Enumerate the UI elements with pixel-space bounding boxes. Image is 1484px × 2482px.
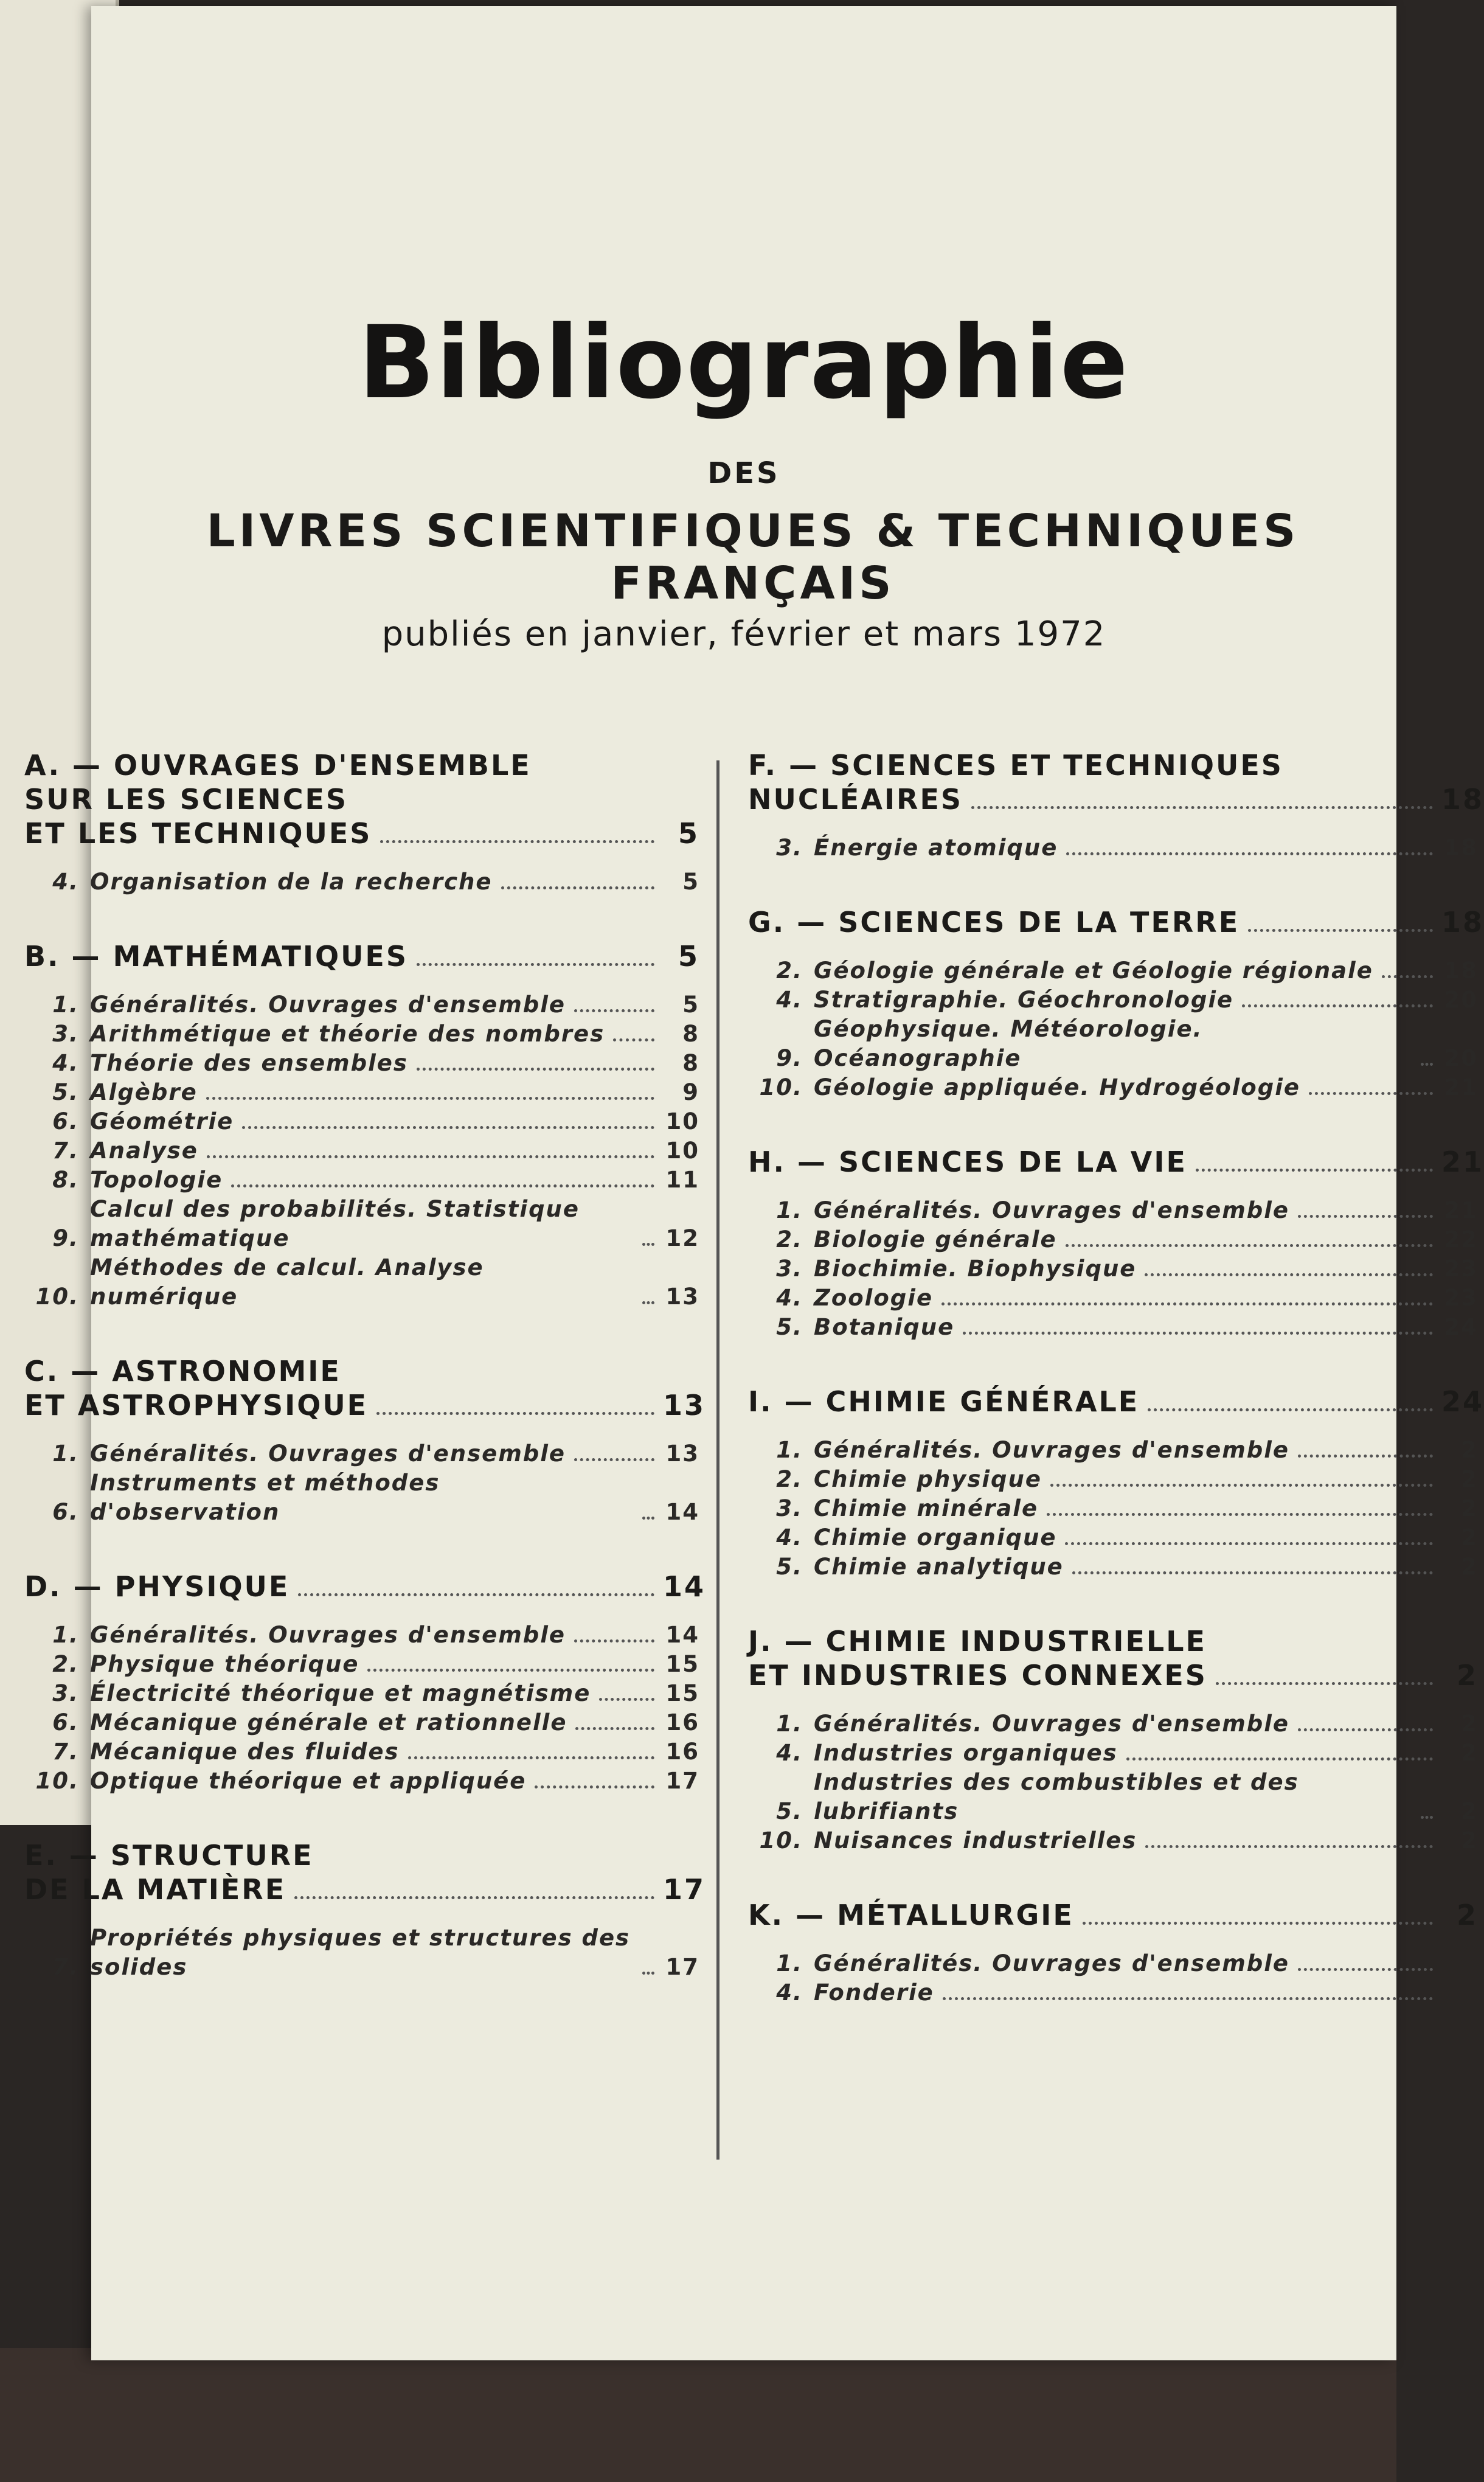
section-title-text: ET INDUSTRIES CONNEXES <box>748 1659 1207 1692</box>
entry-number: 3. <box>52 1680 79 1706</box>
entry-number: 10. <box>35 1768 79 1794</box>
section-title-text: I. — CHIMIE GÉNÉRALE <box>748 1385 1140 1418</box>
leader-dots <box>642 1972 654 1975</box>
entry-label: Industries des combustibles et des lubrifiants <box>814 1769 1299 1824</box>
entry-page-number: 17 <box>665 1954 699 1980</box>
toc-entry <box>748 1709 1478 1739</box>
toc-entry <box>24 1469 699 1527</box>
section-title-line <box>24 1388 706 1422</box>
section-page-number: 13 <box>663 1389 706 1422</box>
entry-page-number: 21 <box>1444 1197 1478 1223</box>
entry-number: 3. <box>52 1021 79 1047</box>
entry-label: Théorie des ensembles <box>90 1050 408 1076</box>
toc-entry <box>748 956 1478 985</box>
leader-dots <box>1066 1244 1433 1247</box>
entry-label: Électricité théorique et magnétisme <box>90 1680 591 1706</box>
leader-dots <box>1248 929 1433 932</box>
toc-entry <box>24 1136 699 1166</box>
section-title-line <box>748 1658 1478 1692</box>
entry-label: Géologie appliquée. Hydrogéologie <box>814 1074 1300 1100</box>
toc-entry <box>748 1465 1478 1494</box>
toc-section <box>24 1838 706 1982</box>
entry-number: 4. <box>776 1285 803 1311</box>
section-title-line <box>24 939 699 973</box>
entry-label: Chimie analytique <box>814 1554 1064 1580</box>
table-surface <box>0 2348 1396 2482</box>
toc-entry <box>748 1949 1478 1978</box>
entry-label: Analyse <box>90 1138 198 1164</box>
toc-entry <box>24 1708 699 1737</box>
entry-number: 1. <box>776 1950 803 1976</box>
right-column <box>748 748 1484 2050</box>
entry-number: 10. <box>35 1284 79 1310</box>
toc-entry <box>748 985 1478 1015</box>
leader-dots <box>207 1155 654 1158</box>
entry-number: 10. <box>759 1074 803 1100</box>
entry-page-number: 14 <box>665 1622 699 1648</box>
entry-page-number: 13 <box>665 1284 699 1310</box>
entry-label: Optique théorique et appliquée <box>90 1768 527 1794</box>
leader-dots <box>941 1302 1433 1305</box>
section-title-text: B. — MATHÉMATIQUES <box>24 940 408 973</box>
entry-label: Zoologie <box>814 1285 934 1311</box>
leader-dots <box>642 1243 654 1246</box>
toc-section <box>748 1385 1484 1582</box>
section-page-number: 18 <box>1441 783 1484 816</box>
leader-dots <box>417 1068 654 1071</box>
entry-label: Calcul des probabilités. Statistique mathématique <box>90 1196 580 1251</box>
entry-number: 5. <box>776 1554 803 1580</box>
toc-entry <box>748 1436 1478 1465</box>
leader-dots <box>1145 1273 1433 1276</box>
entry-label: Énergie atomique <box>814 835 1058 861</box>
toc-section <box>748 1898 1478 2007</box>
section-title-text: G. — SCIENCES DE LA TERRE <box>748 906 1240 939</box>
entry-number: 10. <box>759 1827 803 1854</box>
entry-label: Géométrie <box>90 1108 234 1135</box>
section-title-text: D. — PHYSIQUE <box>24 1570 290 1603</box>
entry-label: Nuisances industrielles <box>814 1827 1137 1854</box>
section-page-number: 5 <box>678 940 699 973</box>
leader-dots <box>574 1458 654 1461</box>
entry-page-number: 9 <box>682 1079 699 1105</box>
leader-dots <box>1196 1169 1433 1172</box>
section-title-text: ET ASTROPHYSIQUE <box>24 1389 369 1422</box>
left-column <box>24 748 706 2025</box>
toc-section <box>748 748 1484 863</box>
document-page <box>24 6 1484 2360</box>
section-page-number: 17 <box>663 1873 706 1906</box>
toc-entry <box>24 867 699 897</box>
entry-page-number: 11 <box>665 1167 699 1193</box>
section-title-text: DE LA MATIÈRE <box>24 1873 286 1906</box>
entry-page-number: 23 <box>1444 1256 1478 1282</box>
leader-dots <box>1298 1215 1433 1218</box>
leader-dots <box>1148 1408 1433 1411</box>
leader-dots <box>963 1332 1433 1335</box>
toc-entry <box>748 1552 1478 1582</box>
leader-dots <box>575 1727 654 1730</box>
entry-page-number: 2 <box>1461 1437 1478 1463</box>
toc-entry <box>748 1196 1478 1225</box>
toc-entry <box>748 1494 1478 1523</box>
entry-page-number: 20 <box>1444 987 1478 1013</box>
entry-page-number: 17 <box>665 1768 699 1794</box>
toc-entry <box>24 1767 699 1796</box>
entry-page-number: 15 <box>665 1651 699 1677</box>
entry-number: 1. <box>776 1437 803 1463</box>
entry-number: 4. <box>52 1050 79 1076</box>
leader-dots <box>1050 1484 1433 1487</box>
leader-dots <box>367 1669 654 1672</box>
section-items <box>748 1949 1478 2007</box>
entry-page-number: 10 <box>665 1138 699 1164</box>
toc-section <box>24 1569 706 1796</box>
entry-label: Stratigraphie. Géochronologie <box>814 987 1234 1013</box>
entry-number: 6. <box>52 1108 79 1135</box>
toc-entry <box>24 1107 699 1136</box>
entry-number: 7. <box>52 1954 79 1980</box>
entry-label: Généralités. Ouvrages d'ensemble <box>814 1437 1290 1463</box>
leader-dots <box>298 1593 654 1596</box>
toc-entry <box>748 1073 1478 1102</box>
section-items <box>24 1924 699 1982</box>
entry-label: Topologie <box>90 1167 223 1193</box>
entry-number: 5. <box>776 1798 803 1824</box>
entry-number: 4. <box>776 987 803 1013</box>
leader-dots <box>1145 1845 1433 1848</box>
leader-dots <box>642 1517 654 1520</box>
entry-label: Méthodes de calcul. Analyse numérique <box>90 1254 484 1310</box>
toc-entry <box>24 1737 699 1767</box>
entry-label: Chimie organique <box>814 1524 1057 1551</box>
entry-number: 2. <box>52 1651 79 1677</box>
entry-label: Mécanique des fluides <box>90 1739 400 1765</box>
entry-page-number: 2 <box>1461 1554 1478 1580</box>
section-title-line <box>24 1838 699 1872</box>
section-page-number: 2 <box>1456 1659 1478 1692</box>
entry-number: 1. <box>52 992 79 1018</box>
entry-label: Industries organiques <box>814 1740 1118 1766</box>
entry-page-number: 24 <box>1444 1314 1478 1340</box>
entry-number: 2. <box>776 958 803 984</box>
leader-dots <box>206 1097 654 1100</box>
section-title-text: NUCLÉAIRES <box>748 783 963 816</box>
section-title-text: E. — STRUCTURE <box>24 1839 314 1872</box>
leader-dots <box>1242 1004 1433 1007</box>
section-title-text: ET LES TECHNIQUES <box>24 817 372 850</box>
section-items <box>24 1621 699 1796</box>
entry-label: Arithmétique et théorie des nombres <box>90 1021 605 1047</box>
entry-label: Géophysique. Météorologie. Océanographie <box>814 1016 1203 1071</box>
leader-dots <box>242 1126 654 1129</box>
toc-section <box>24 748 699 897</box>
entry-number: 1. <box>52 1441 79 1467</box>
page-title: Bibliographie <box>358 304 1129 421</box>
entry-label: Chimie physique <box>814 1466 1042 1492</box>
leader-dots <box>1066 852 1433 855</box>
entry-page-number: 16 <box>665 1739 699 1765</box>
entry-page-number: 2 <box>1461 1798 1478 1824</box>
entry-number: 9. <box>52 1225 79 1251</box>
toc-entry <box>24 1650 699 1679</box>
section-title-line <box>748 782 1484 816</box>
entry-number: 9. <box>776 1045 803 1071</box>
section-title-line <box>24 748 699 782</box>
entry-label: Algèbre <box>90 1079 198 1105</box>
leader-dots <box>535 1785 654 1788</box>
leader-dots <box>1065 1542 1433 1545</box>
entry-number: 6. <box>52 1499 79 1525</box>
toc-entry <box>24 1049 699 1078</box>
section-items <box>748 956 1478 1102</box>
entry-label: Propriétés physiques et structures des solides <box>90 1925 631 1980</box>
entry-page-number: 21 <box>1444 1074 1478 1100</box>
leader-dots <box>501 886 655 889</box>
toc-entry <box>24 1020 699 1049</box>
section-title-text: H. — SCIENCES DE LA VIE <box>748 1145 1187 1178</box>
toc-section <box>748 1624 1478 1855</box>
entry-page-number: 2 <box>1461 1740 1478 1766</box>
leader-dots <box>408 1756 654 1759</box>
entry-label: Généralités. Ouvrages d'ensemble <box>814 1711 1290 1737</box>
entry-label: Généralités. Ouvrages d'ensemble <box>90 992 566 1018</box>
entry-number: 2. <box>776 1466 803 1492</box>
toc-entry <box>24 1166 699 1195</box>
entry-page-number: 18 <box>1444 835 1478 861</box>
toc-section <box>748 905 1484 1102</box>
leader-dots <box>1298 1728 1433 1731</box>
entry-number: 2. <box>776 1226 803 1253</box>
entry-page-number: 10 <box>665 1108 699 1135</box>
section-page-number: 18 <box>1441 906 1484 939</box>
entry-page-number: 8 <box>682 1050 699 1076</box>
entry-number: 4. <box>776 1740 803 1766</box>
leader-dots <box>1126 1757 1433 1761</box>
entry-page-number: 16 <box>665 1709 699 1736</box>
entry-page-number: 8 <box>682 1021 699 1047</box>
entry-page-number: 2 <box>1461 1495 1478 1521</box>
page-subtitle: LIVRES SCIENTIFIQUES & TECHNIQUES FRANÇAIS <box>206 505 1300 610</box>
leader-dots <box>1298 1968 1433 1971</box>
section-title-text: A. — OUVRAGES D'ENSEMBLE <box>24 749 532 782</box>
section-title-line <box>748 905 1484 939</box>
toc-entry <box>748 1313 1478 1342</box>
entry-page-number: 18 <box>1444 958 1478 984</box>
section-items <box>748 1436 1478 1582</box>
section-title-line <box>748 1898 1478 1932</box>
column-divider <box>716 760 719 2160</box>
entry-label: Géologie générale et Géologie régionale <box>814 958 1373 984</box>
toc-entry <box>748 1225 1478 1254</box>
toc-entry <box>748 1978 1478 2007</box>
leader-dots <box>1309 1092 1433 1095</box>
section-page-number: 14 <box>663 1570 706 1603</box>
toc-entry <box>24 1679 699 1708</box>
section-title-text: F. — SCIENCES ET TECHNIQUES <box>748 749 1283 782</box>
entry-number: 7. <box>52 1138 79 1164</box>
publication-period: publiés en janvier, février et mars 1972 <box>381 614 1106 654</box>
entry-label: Biochimie. Biophysique <box>814 1256 1137 1282</box>
section-items <box>24 1439 699 1527</box>
entry-label: Organisation de la recherche <box>90 869 493 895</box>
entry-number: 5. <box>776 1314 803 1340</box>
toc-entry <box>748 1284 1478 1313</box>
entry-label: Instruments et méthodes d'observation <box>90 1470 440 1525</box>
entry-number: 3. <box>776 1256 803 1282</box>
entry-label: Biologie générale <box>814 1226 1057 1253</box>
section-title-line <box>748 748 1478 782</box>
leader-dots <box>971 806 1433 809</box>
entry-number: 5. <box>52 1079 79 1105</box>
entry-number: 1. <box>52 1622 79 1648</box>
entry-page-number: 5 <box>682 992 699 1018</box>
entry-page-number: 2 <box>1461 1524 1478 1551</box>
entry-page-number: 12 <box>665 1225 699 1251</box>
leader-dots <box>417 963 654 966</box>
entry-number: 8. <box>52 1167 79 1193</box>
entry-page-number: 23 <box>1444 1285 1478 1311</box>
leader-dots <box>1298 1455 1433 1458</box>
section-title-line <box>24 1569 706 1604</box>
section-title-line <box>24 1354 699 1388</box>
section-title-line <box>24 782 699 816</box>
section-title-text: SUR LES SCIENCES <box>24 783 348 816</box>
section-page-number: 21 <box>1441 1145 1484 1178</box>
section-items <box>24 990 699 1312</box>
entry-label: Chimie minérale <box>814 1495 1039 1521</box>
leader-dots <box>376 1412 654 1415</box>
entry-label: Physique théorique <box>90 1651 359 1677</box>
leader-dots <box>642 1301 654 1304</box>
toc-entry <box>24 1439 699 1469</box>
leader-dots <box>1421 1063 1433 1066</box>
section-title-text: K. — MÉTALLURGIE <box>748 1899 1074 1931</box>
entry-label: Généralités. Ouvrages d'ensemble <box>90 1441 566 1467</box>
leader-dots <box>574 1639 654 1642</box>
toc-entry <box>748 1254 1478 1284</box>
leader-dots <box>1083 1922 1433 1925</box>
leader-dots <box>380 840 654 843</box>
entry-page-number: 5 <box>682 869 699 895</box>
section-title-line <box>748 1385 1484 1419</box>
title-connector: DES <box>707 456 780 490</box>
section-items <box>748 1196 1478 1342</box>
section-page-number: 2 <box>1456 1899 1478 1931</box>
section-items <box>24 867 699 897</box>
leader-dots <box>1047 1513 1433 1516</box>
toc-entry <box>24 1078 699 1107</box>
section-page-number: 5 <box>678 817 699 850</box>
toc-entry <box>748 1523 1478 1552</box>
section-page-number: 24 <box>1441 1385 1484 1418</box>
entry-label: Fonderie <box>814 1980 934 2006</box>
entry-number: 3. <box>776 1495 803 1521</box>
leader-dots <box>1421 1816 1433 1819</box>
leader-dots <box>1382 975 1433 978</box>
entry-page-number: 2 <box>1461 1827 1478 1854</box>
leader-dots <box>294 1896 654 1899</box>
entry-number: 4. <box>776 1980 803 2006</box>
toc-entry <box>24 1924 699 1982</box>
entry-page-number: 20 <box>1444 1045 1478 1071</box>
toc-entry <box>24 1195 699 1253</box>
entry-page-number: 14 <box>665 1499 699 1525</box>
leader-dots <box>574 1009 654 1012</box>
leader-dots <box>613 1038 654 1041</box>
leader-dots <box>231 1184 654 1187</box>
entry-label: Généralités. Ouvrages d'ensemble <box>814 1950 1290 1976</box>
toc-entry <box>748 1739 1478 1768</box>
toc-entry <box>748 833 1478 863</box>
entry-page-number: 13 <box>665 1441 699 1467</box>
section-title-text: J. — CHIMIE INDUSTRIELLE <box>748 1625 1207 1658</box>
toc-entry <box>748 1826 1478 1855</box>
entry-number: 4. <box>52 869 79 895</box>
section-title-text: C. — ASTRONOMIE <box>24 1355 341 1388</box>
entry-number: 3. <box>776 835 803 861</box>
entry-label: Botanique <box>814 1314 955 1340</box>
leader-dots <box>1072 1571 1433 1574</box>
entry-label: Généralités. Ouvrages d'ensemble <box>90 1622 566 1648</box>
entry-label: Généralités. Ouvrages d'ensemble <box>814 1197 1290 1223</box>
entry-page-number: 22 <box>1444 1226 1478 1253</box>
toc-entry <box>24 1253 699 1312</box>
entry-number: 4. <box>776 1524 803 1551</box>
section-items <box>748 833 1478 863</box>
entry-number: 1. <box>776 1711 803 1737</box>
toc-section <box>24 939 699 1312</box>
leader-dots <box>599 1698 654 1701</box>
entry-page-number: 2 <box>1461 1711 1478 1737</box>
toc-entry <box>24 990 699 1020</box>
entry-label: Mécanique générale et rationnelle <box>90 1709 567 1736</box>
toc-section <box>748 1145 1484 1342</box>
section-title-line <box>24 816 699 850</box>
entry-number: 1. <box>776 1197 803 1223</box>
leader-dots <box>1216 1682 1433 1685</box>
entry-number: 7. <box>52 1739 79 1765</box>
toc-section <box>24 1354 706 1527</box>
entry-page-number: 2 <box>1461 1466 1478 1492</box>
section-title-line <box>748 1145 1484 1179</box>
section-title-line <box>748 1624 1478 1658</box>
leader-dots <box>943 1997 1433 2000</box>
entry-number: 6. <box>52 1709 79 1736</box>
section-title-line <box>24 1872 706 1907</box>
toc-entry <box>24 1621 699 1650</box>
toc-entry <box>748 1768 1478 1826</box>
entry-page-number: 15 <box>665 1680 699 1706</box>
section-items <box>748 1709 1478 1855</box>
toc-entry <box>748 1015 1478 1073</box>
